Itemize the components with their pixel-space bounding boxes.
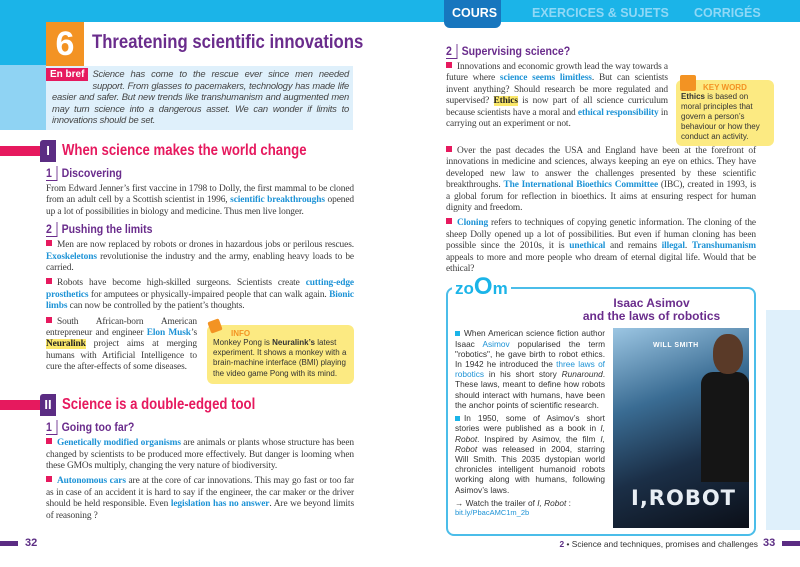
paragraph xyxy=(46,278,354,312)
text-run: appeals to more and more people who dream of eternal digital life. Would that be ethical? xyxy=(446,252,756,275)
top-band xyxy=(0,0,800,22)
bullet-icon xyxy=(455,416,460,421)
page-marker xyxy=(782,541,800,546)
paragraph xyxy=(46,438,354,472)
text-run: Robots have become high-skilled surgeons. Scientists create xyxy=(57,278,306,289)
subsection-title: 2 Pushing the limits xyxy=(46,222,153,237)
en-bref-tag: En bref xyxy=(46,68,88,81)
text-run: Men are now replaced by robots or drones in hazardous jobs or perilous rescues. xyxy=(57,240,354,251)
text-run: (IBC), created in 1993, is a global forum for reflection in bioethics. It aims at ensuring respect for human dignity and freedom. xyxy=(446,180,756,214)
text-run: Runaround xyxy=(561,369,603,380)
text-run: revolutionise the industry and the army, enabling heavy loads to be carried. xyxy=(46,251,354,273)
zoom-title: Isaac Asimov and the laws of robotics xyxy=(582,296,721,324)
text-run: → Watch the trailer of xyxy=(455,497,538,508)
paragraph xyxy=(46,476,354,522)
text-run: are at the core of car innovations. This may go fast or too far as in case of an accident it is hard to say if the engineer, the car maker or the driver should be held responsible. Even xyxy=(46,476,354,510)
key-term: Autonomous cars xyxy=(57,476,126,487)
key-term: Bionic limbs xyxy=(46,289,354,312)
text-run: . But can scientists invent anything? Should research be more regulated and supervised? xyxy=(446,73,668,107)
poster-figure-body xyxy=(701,372,749,482)
paragraph xyxy=(46,317,197,374)
bullet-icon xyxy=(46,278,52,284)
key-term: The International Bioethics Committee xyxy=(503,180,659,191)
page-number-left: 32 xyxy=(25,537,38,549)
section-numeral: II xyxy=(40,394,56,416)
key-term: Transhumanism xyxy=(691,241,756,252)
text-run: In 1950, some of Asimov’s short stories were published as a book in xyxy=(455,413,605,434)
section-header xyxy=(46,394,354,416)
text-run: South African-born American entrepreneur and engineer xyxy=(46,316,197,339)
text-run: When American science fiction author Isaac xyxy=(455,328,605,349)
text-run: refers to techniques of copying genetic information. The cloning of the sheep Dolly opened up a lot of possibilities. But even if human cloning has been possible since the 2010s, it is xyxy=(446,218,756,252)
text-run: Neuralink’s xyxy=(272,337,315,347)
section-bar xyxy=(0,146,40,156)
chapter-title: Threatening scientific innovations xyxy=(92,32,364,53)
zoom-paragraph xyxy=(455,413,605,495)
text-run: in his short story xyxy=(484,369,562,380)
zoom-box xyxy=(446,273,756,536)
text-run: are animals or plants whose structure has been changed by scientists to be produced more effectively. But danger is looming when these GMOs multiply, changing the very nature of biodiversity. xyxy=(46,438,354,472)
text-run: I, Robot xyxy=(455,423,605,444)
section-title: Science is a double-edged tool xyxy=(62,396,256,414)
key-term: Cloning xyxy=(457,218,489,229)
zoom-content xyxy=(455,328,748,528)
text-run: ’s xyxy=(190,328,197,339)
text-run: is based on moral principles that govern a person’s behaviour or how they conduct an activity. xyxy=(681,92,760,141)
subsection-title: 1 Going too far? xyxy=(46,420,135,435)
text-run: I, Robot xyxy=(455,433,605,454)
poster-actor: WILL SMITH xyxy=(653,342,699,350)
trailer-link[interactable]: bit.ly/PbacAMC1m_2b xyxy=(455,507,530,517)
left-strip-light xyxy=(0,65,46,130)
text-run: From Edward Jenner’s first vaccine in 1798 to Dolly, the first mammal to be cloned from an adult cell by a Scottish scientist in 1996, xyxy=(46,183,354,206)
text-run: was released in 2004, starring Will Smith. This 2035 dystopian world chronicles intelligent humanoid robots working along with humans, following Asimov’s laws. xyxy=(455,443,605,495)
tab-exercices[interactable]: EXERCICES & SUJETS xyxy=(532,6,669,20)
highlighted-term: Ethics xyxy=(493,96,518,107)
subsection-title: 1 Discovering xyxy=(46,165,123,180)
bullet-icon xyxy=(455,331,460,336)
section-header xyxy=(46,140,354,162)
info-text xyxy=(213,338,348,380)
section-bar xyxy=(0,400,40,410)
key-term: Genetically modified organisms xyxy=(57,438,181,449)
zoom-text-column xyxy=(455,328,605,517)
paragraph xyxy=(446,218,756,275)
tab-corriges[interactable]: CORRIGÉS xyxy=(694,6,761,20)
text-run: project aims at merging humans with Artificial Intelligence to cure the after-effects of some diseases. xyxy=(46,339,197,373)
page-marker xyxy=(0,541,18,546)
info-box xyxy=(207,325,354,385)
text-run: opened up a lot of possibilities in biology and medicine. Thus men live longer. xyxy=(46,195,354,217)
text-run: : xyxy=(566,497,571,508)
innovations-row xyxy=(446,62,774,146)
text-run: can now be controlled by the patient’s thoughts. xyxy=(67,301,245,312)
bullet-icon xyxy=(446,62,452,68)
text-run: for amputees or physically-impaired people that can walk again. xyxy=(88,289,330,300)
bullet-icon xyxy=(46,476,52,482)
zoom-logo: zoOm xyxy=(452,276,511,300)
key-term: scientific breakthroughs xyxy=(230,195,325,206)
key-word-box xyxy=(676,80,774,146)
right-column xyxy=(446,40,760,536)
text-run: Ethics xyxy=(681,92,706,101)
key-term: Exoskeletons xyxy=(46,251,97,262)
chapter-number: 6 xyxy=(46,22,84,66)
text-run: Over the past decades the USA and England have been at the forefront of innovations in medicine and sciences, always keeping an eye on ethics. They have developed new law to answer the challenges presented by these scientific breakthroughs. xyxy=(446,146,756,191)
bullet-icon xyxy=(46,240,52,246)
text-run: is now part of all science curriculum because scientists have a moral and xyxy=(446,96,668,118)
paragraph xyxy=(446,146,756,214)
footer-chapter: 2 • Science and techniques, promises and challenges xyxy=(559,539,758,549)
key-term: ethical responsibility xyxy=(577,107,659,118)
bullet-icon xyxy=(446,218,452,224)
poster-title: I,ROBOT xyxy=(631,486,736,511)
left-column xyxy=(46,66,354,526)
paragraph xyxy=(446,62,668,130)
subsection-title: 2 Supervising science? xyxy=(446,44,571,58)
text-run: Monkey Pong is xyxy=(213,337,273,347)
bullet-icon xyxy=(46,438,52,444)
poster-figure-head xyxy=(713,334,743,374)
zoom-paragraph xyxy=(455,328,605,410)
highlighted-term: Neuralink xyxy=(46,339,86,350)
key-term: Elon Musk xyxy=(146,328,191,339)
key-term: three laws of robotics xyxy=(455,359,605,380)
musk-row xyxy=(46,317,354,385)
text-run: latest experiment. It shows a monkey with a brain-machine interface (BMI) playing the video game Pong with its mind. xyxy=(213,337,347,378)
info-label: INFO xyxy=(231,328,251,338)
left-strip xyxy=(0,22,46,65)
right-band xyxy=(766,310,800,530)
key-word-label: KEY WORD xyxy=(703,83,747,92)
key-term: legislation has no answer xyxy=(170,499,270,510)
bullet-icon xyxy=(46,317,52,323)
text-run: in carrying out an experiment or not. xyxy=(446,107,668,130)
section-title: When science makes the world change xyxy=(62,141,307,159)
text-run: . xyxy=(684,241,692,252)
zoom-paragraph xyxy=(455,498,605,508)
key-term: science seems limitless xyxy=(499,73,592,84)
key-term: illegal xyxy=(661,241,685,252)
text-run: Innovations and economic growth lead the way towards a future where xyxy=(446,62,668,84)
key-word-text xyxy=(681,92,769,142)
book-icon xyxy=(680,75,696,91)
section-numeral: I xyxy=(40,140,56,162)
text-run: and remains xyxy=(605,241,662,252)
movie-poster xyxy=(613,328,749,528)
key-term: Asimov xyxy=(482,338,510,349)
text-run: . These laws, meant to define how robots should interact with humans, have been the anchor points of scientific research. xyxy=(455,369,605,410)
en-bref-box xyxy=(46,66,353,130)
text-run: . Are we beyond limits of reasoning ? xyxy=(46,499,354,521)
key-term: unethical xyxy=(569,241,606,252)
page-number-right: 33 xyxy=(763,537,776,549)
pencil-icon xyxy=(207,318,222,333)
text-run: I, Robot xyxy=(537,497,567,508)
paragraph xyxy=(46,184,354,218)
en-bref-text: Science has come to the rescue ever since men needed support. From glasses to pacemakers, technology has made life easier and safer. But new trends like transhumanism and augmented men may turn science into a dangerous asset. We can wonder if limits to innovations should be set. xyxy=(52,68,349,126)
key-term: cutting-edge prosthetics xyxy=(46,278,354,300)
bullet-icon xyxy=(446,146,452,152)
text-run: popularised the term "robotics", he gave birth to robot ethics. In 1942 he introduced the xyxy=(455,338,605,370)
paragraph xyxy=(46,240,354,274)
tab-cours[interactable]: COURS xyxy=(452,6,498,20)
text-run: . Inspired by Asimov, the film xyxy=(477,433,601,444)
